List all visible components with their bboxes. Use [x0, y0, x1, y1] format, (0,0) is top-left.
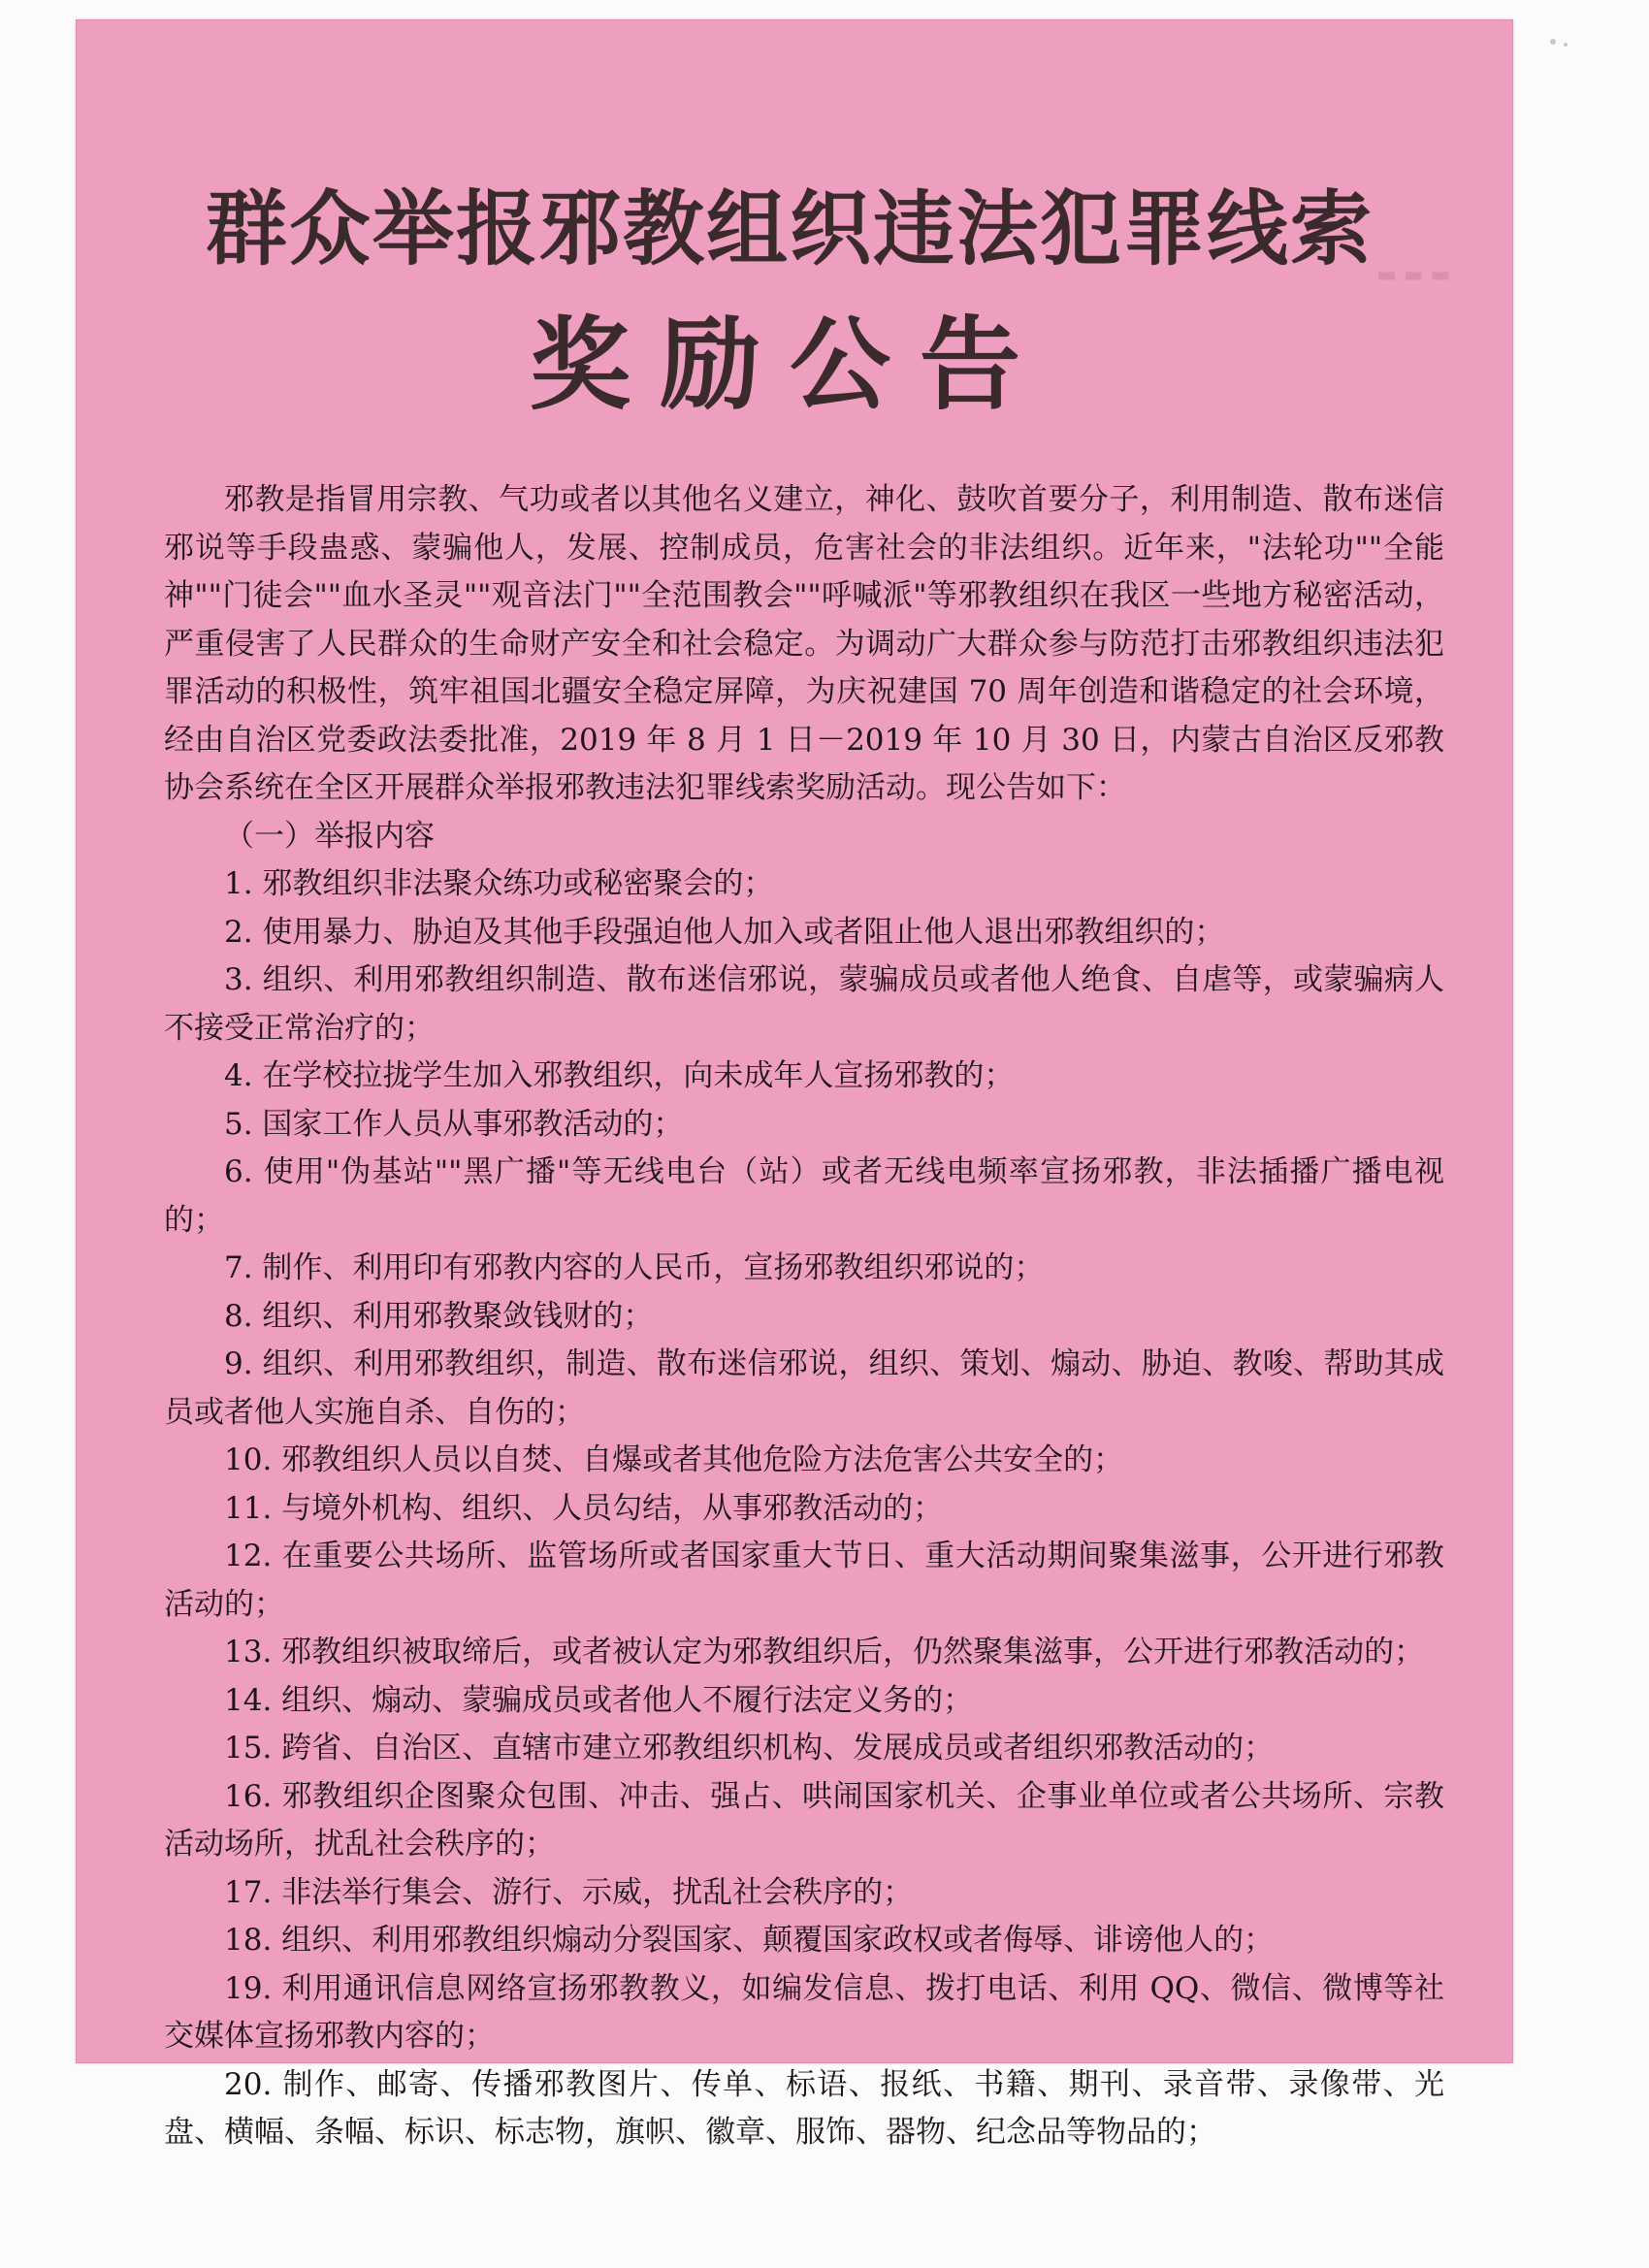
list-item: 19. 利用通讯信息网络宣扬邪教教义，如编发信息、拨打电话、利用 QQ、微信、微博等社交媒体宣扬邪教内容的； — [164, 1970, 1444, 2054]
list-item: 18. 组织、利用邪教组织煽动分裂国家、颠覆国家政权或者侮辱、诽谤他人的； — [224, 1923, 1275, 1958]
list-item: 15. 跨省、自治区、直辖市建立邪教组织机构、发展成员或者组织邪教活动的； — [224, 1731, 1275, 1766]
list-item: 11. 与境外机构、组织、人员勾结，从事邪教活动的； — [224, 1490, 944, 1526]
list-item: 17. 非法举行集会、游行、示威，扰乱社会秩序的； — [224, 1874, 914, 1910]
list-item: 1. 邪教组织非法聚众练功或秘密聚会的； — [224, 866, 774, 901]
notice-subtitle: 奖励公告 — [529, 305, 1050, 424]
bleed-through-texture: ▬ ▬ ▬ — [1376, 263, 1451, 287]
list-item: 4. 在学校拉拢学生加入邪教组织，向未成年人宣扬邪教的； — [224, 1058, 1015, 1093]
list-item: 10. 邪教组织人员以自焚、自爆或者其他危险方法危害公共安全的； — [224, 1442, 1124, 1477]
list-item: 8. 组织、利用邪教聚敛钱财的； — [224, 1298, 654, 1334]
scan-speck — [1564, 43, 1568, 47]
section-heading: （一）举报内容 — [224, 818, 435, 854]
list-item: 5. 国家工作人员从事邪教活动的； — [224, 1106, 684, 1142]
list-item: 6. 使用"伪基站""黑广播"等无线电台（站）或者无线电频率宣扬邪教，非法插播广播电视的； — [164, 1154, 1444, 1238]
list-item: 14. 组织、煽动、蒙骗成员或者他人不履行法定义务的； — [224, 1682, 974, 1718]
list-item: 20. 制作、邮寄、传播邪教图片、传单、标语、报纸、书籍、期刊、录音带、录像带、光盘、横幅、条幅、标识、标志物，旗帜、徽章、服饰、器物、纪念品等物品的； — [164, 2066, 1444, 2150]
list-item: 16. 邪教组织企图聚众包围、冲击、强占、哄闹国家机关、企事业单位或者公共场所、宗教活动场所，扰乱社会秩序的； — [164, 1778, 1444, 1862]
list-item: 13. 邪教组织被取缔后，或者被认定为邪教组织后，仍然聚集滋事，公开进行邪教活动的； — [224, 1635, 1425, 1669]
notice-body — [164, 476, 1444, 2157]
list-item: 3. 组织、利用邪教组织制造、散布迷信邪说，蒙骗成员或者他人绝食、自虐等，或蒙骗病人不接受正常治疗的； — [164, 962, 1444, 1046]
list-item: 9. 组织、利用邪教组织，制造、散布迷信邪说，组织、策划、煽动、胁迫、教唆、帮助其成员或者他人实施自杀、自伤的； — [164, 1346, 1444, 1430]
list-item: 2. 使用暴力、胁迫及其他手段强迫他人加入或者阻止他人退出邪教组织的； — [224, 914, 1225, 950]
list-item: 12. 在重要公共场所、监管场所或者国家重大节日、重大活动期间聚集滋事，公开进行邪教活动的； — [164, 1539, 1444, 1622]
intro-paragraph: 邪教是指冒用宗教、气功或者以其他名义建立，神化、鼓吹首要分子，利用制造、散布迷信邪说等手段蛊惑、蒙骗他人，发展、控制成员，危害社会的非法组织。近年来，"法轮功""全能神""门徒会""血水圣灵""观音法门""全范围教会""呼喊派"等邪教组织在我区一些地方秘密活动，严重侵害了人民群众的生命财产安全和社会稳定。为调动广大群众参与防范打击邪教组织违法犯罪活动的积极性，筑牢祖国北疆安全稳定屏障，为庆祝建国 70 周年创造和谐稳定的社会环境，经由自治区党委政法委批准，2019 年 8 月 1 日－2019 年 10 月 30 日，内蒙古自治区反邪教协会系统在全区开展群众举报邪教违法犯罪线索奖励活动。现公告如下： — [164, 482, 1444, 805]
pink-notice-sheet — [76, 19, 1513, 2150]
notice-title: 群众举报邪教组织违法犯罪线索 — [205, 180, 1374, 276]
scan-speck — [1550, 39, 1556, 45]
report-items-list — [164, 860, 1444, 2157]
list-item: 7. 制作、利用印有邪教内容的人民币，宣扬邪教组织邪说的； — [224, 1250, 1045, 1285]
